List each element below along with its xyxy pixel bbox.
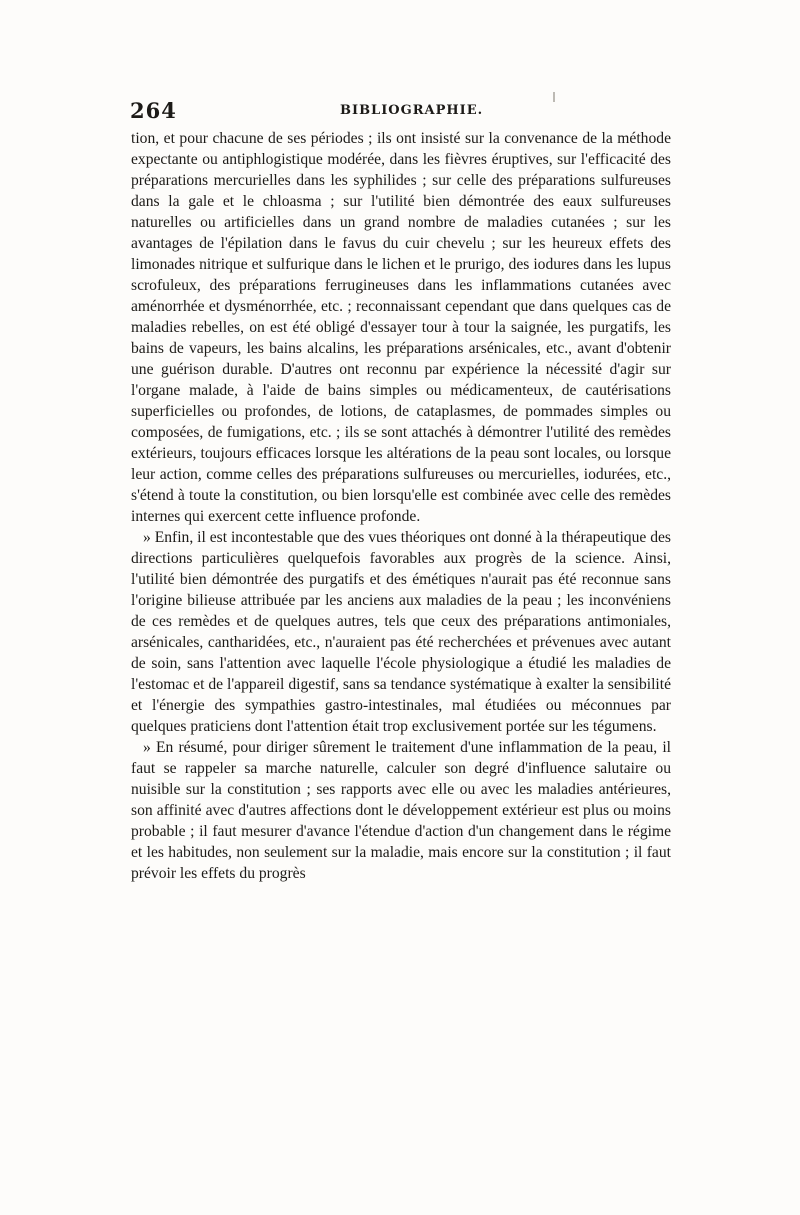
body-text (131, 128, 671, 884)
running-title: BIBLIOGRAPHIE. (340, 103, 484, 118)
page-header (130, 98, 670, 124)
paragraph: tion, et pour chacune de ses périodes ; ils ont insisté sur la convenance de la méthode expectante ou antiphlogistique modérée, dans les fièvres éruptives, sur l'efficacité des préparations mercurielles dans les syphilides ; sur celle des préparations sulfureuses dans la gale et le chloasma ; sur l'utilité bien démontrée des eaux sulfureuses naturelles ou artificielles dans un grand nombre de maladies cutanées ; sur les avantages de l'épilation dans le favus du cuir chevelu ; sur les heureux effets des limonades nitrique et sulfurique dans le lichen et le prurigo, des iodures dans les lupus scrofuleux, des préparations ferrugineuses dans les inflammations cutanées avec aménorrhée et dysménorrhée, etc. ; reconnaissant cependant que dans quelques cas de maladies rebelles, on est été obligé d'essayer tour à tour la saignée, les purgatifs, les bains de vapeurs, les bains alcalins, les préparations arsénicales, etc., avant d'obtenir une guérison durable. D'autres ont reconnu par expérience la nécessité d'agir sur l'organe malade, à l'aide de bains simples ou médicamenteux, de cautérisations superficielles ou profondes, de lotions, de cataplasmes, de pommades simples ou composées, de fumigations, etc. ; ils se sont attachés à démontrer l'utilité des remèdes extérieurs, toujours efficaces lorsque les altérations de la peau sont locales, ou lorsque leur action, comme celles des préparations sulfureuses ou mercurielles, iodurées, etc., s'étend à toute la constitution, ou bien lorsqu'elle est combinée avec celle des remèdes internes qui exercent cette influence profonde. (131, 130, 671, 525)
paragraph: » Enfin, il est incontestable que des vues théoriques ont donné à la thérapeutique des directions particulières quelquefois favorables aux progrès de la science. Ainsi, l'utilité bien démontrée des purgatifs et des émétiques n'aurait pas été reconnue sans l'origine bilieuse attribuée par les anciens aux maladies de la peau ; les inconvéniens de ces remèdes et de quelques autres, tels que ceux des préparations antimoniales, arsénicales, cantharidées, etc., n'auraient pas été recherchées et prévenues avec autant de soin, sans l'attention avec laquelle l'école physiologique a étudié les maladies de l'estomac et de l'appareil digestif, sans sa tendance systématique à exalter la sensibilité et l'énergie des sympathies gastro-intestinales, mal étudiées ou méconnues par quelques praticiens dont l'attention était trop exclusivement portée sur les tégumens. (131, 529, 671, 735)
paragraph: » En résumé, pour diriger sûrement le traitement d'une inflammation de la peau, il faut se rappeler sa marche naturelle, calculer son degré d'influence salutaire ou nuisible sur la constitution ; ses rapports avec elle ou avec les maladies antérieures, son affinité avec d'autres affections dont le développement extérieur est plus ou moins probable ; il faut mesurer d'avance l'étendue d'action d'un changement dans le régime et les habitudes, non seulement sur la maladie, mais encore sur la constitution ; il faut prévoir les effets du progrès (131, 739, 671, 882)
paper-mark (553, 92, 555, 102)
page-number: 264 (130, 98, 177, 123)
